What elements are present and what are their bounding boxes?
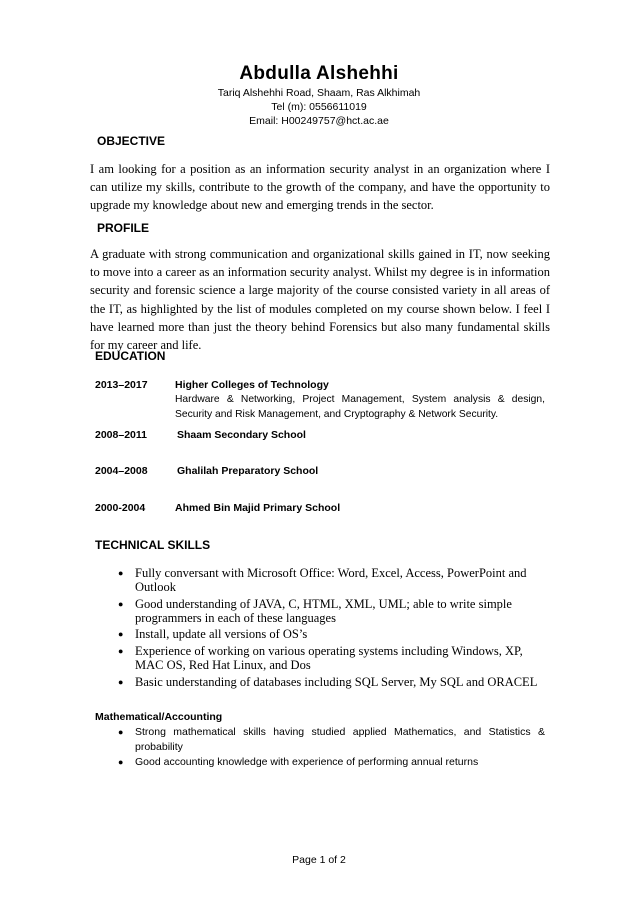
list-item: ● Basic understanding of databases including SQL Server, My SQL and ORACEL: [118, 674, 538, 689]
education-years: 2008–2011: [95, 429, 147, 441]
education-entry: [95, 379, 555, 419]
phone-line: Tel (m): 0556611019: [271, 101, 367, 113]
objective-heading: OBJECTIVE: [97, 134, 166, 148]
bullet-icon: ●: [118, 727, 124, 737]
education-details: Hardware & Networking, Project Management, System analysis & design, Security and Risk Management, and Cryptography & Network Security.: [175, 394, 545, 420]
resume-header: [0, 62, 638, 128]
education-entry: [95, 502, 555, 518]
bullet-icon: ●: [118, 676, 124, 687]
bullet-icon: ●: [118, 757, 124, 767]
education-years: 2013–2017: [95, 379, 148, 391]
technical-skills-heading: TECHNICAL SKILLS: [95, 538, 211, 552]
education-school: Higher Colleges of Technology: [175, 379, 329, 391]
bullet-icon: ●: [118, 629, 124, 640]
math-accounting-heading: Mathematical/Accounting: [95, 711, 223, 723]
candidate-name: Abdulla Alshehhi: [239, 63, 399, 84]
education-school: Shaam Secondary School: [177, 429, 306, 441]
education-school: Ghalilah Preparatory School: [177, 465, 319, 477]
address-line: Tariq Alshehhi Road, Shaam, Ras Alkhimah: [217, 87, 421, 99]
education-years: 2004–2008: [95, 465, 148, 477]
bullet-icon: ●: [118, 568, 124, 578]
math-accounting-list: [118, 725, 545, 770]
list-item: ● Experience of working on various operating systems including Windows, XP, MAC OS, Red Hat Linux, and Dos: [118, 643, 523, 673]
email-line: Email: H00249757@hct.ac.ae: [249, 115, 389, 127]
bullet-icon: ●: [118, 598, 124, 609]
list-item: ● Install, update all versions of OS’s: [118, 627, 308, 642]
technical-skills-list: [118, 566, 547, 691]
bullet-icon: ●: [118, 645, 124, 656]
education-school: Ahmed Bin Majid Primary School: [175, 502, 341, 514]
list-item: ● Good understanding of JAVA, C, HTML, XML, UML; able to write simple programmers in each of these languages: [118, 596, 512, 625]
education-entry: [95, 429, 555, 445]
education-years: 2000-2004: [95, 502, 146, 514]
objective-text: I am looking for a position as an information security analyst in an organization where I can utilize my skills, contribute to the growth of the company, and have the opportunity to upgrade my knowledge about new and emerging trends in the sector.: [90, 162, 550, 213]
profile-text: A graduate with strong communication and organizational skills gained in IT, now seeking to move into a career as an information security analyst. Whilst my degree is in information security and forensic science a large majority of the course consisted variety in all areas of the IT, as highlighted by the list of modules completed on my course shown below. I feel I have learned more than just the theory behind Forensics but also many fundamental skills for my career and life.: [90, 247, 550, 353]
education-heading: EDUCATION: [95, 349, 166, 363]
list-item: ● Strong mathematical skills having studied applied Mathematics, and Statistics & probability: [118, 726, 545, 753]
page-number: Page 1 of 2: [292, 854, 346, 866]
profile-heading: PROFILE: [97, 221, 150, 235]
education-entry: [95, 465, 555, 481]
list-item: ● Fully conversant with Microsoft Office: Word, Excel, Access, PowerPoint and Outlook: [118, 566, 527, 595]
list-item: ● Good accounting knowledge with experience of performing annual returns: [118, 756, 479, 768]
